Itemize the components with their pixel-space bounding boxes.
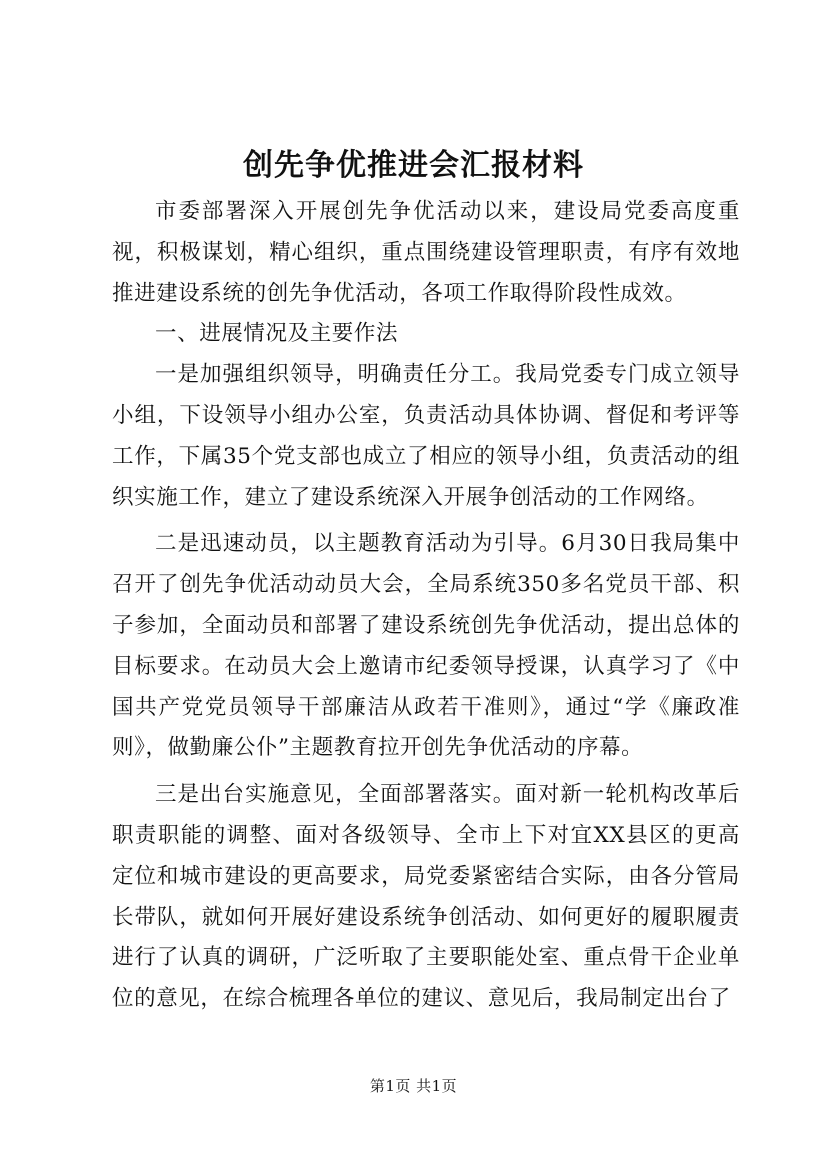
document-title: 创先争优推进会汇报材料 [243, 148, 584, 183]
paragraph-mobilization: 二是迅速动员，以主题教育活动为引导。6月30日我局集中召开了创先争优活动动员大会，全局系统350多名党员干部、积子参加，全面动员和部署了建设系统创先争优活动，提出总体的目标要求。在动员大会上邀请市纪委领导授课，认真学习了《中国共产党党员领导干部廉洁从政若干准则》，通过“学《廉政准则》，做勤廉公仆”主题教育拉开创先争优活动的序幕。 [112, 531, 740, 761]
paragraph-organization: 一是加强组织领导，明确责任分工。我局党委专门成立领导小组，下设领导小组办公室，负责活动具体协调、督促和考评等工作，下属35个党支部也成立了相应的领导小组，负责活动的组织实施工作，建立了建设系统深入开展争创活动的工作网络。 [112, 362, 740, 510]
document-body [112, 192, 740, 1020]
section-heading: 一、进展情况及主要作法 [155, 321, 399, 347]
paragraph-intro: 市委部署深入开展创先争优活动以来，建设局党委高度重视，积极谋划，精心组织，重点围绕建设管理职责，有序有效地推进建设系统的创先争优活动，各项工作取得阶段性成效。 [112, 199, 740, 306]
page-footer: 第1页 共1页 [369, 1077, 458, 1095]
paragraph-implementation: 三是出台实施意见，全面部署落实。面对新一轮机构改革后职责职能的调整、面对各级领导、全市上下对宜XX县区的更高定位和城市建设的更高要求，局党委紧密结合实际，由各分管局长带队，就如何开展好建设系统争创活动、如何更好的履职履责进行了认真的调研，广泛听取了主要职能处室、重点骨干企业单位的意见，在综合梳理各单位的建议、意见后，我局制定出台了 [112, 782, 740, 1012]
